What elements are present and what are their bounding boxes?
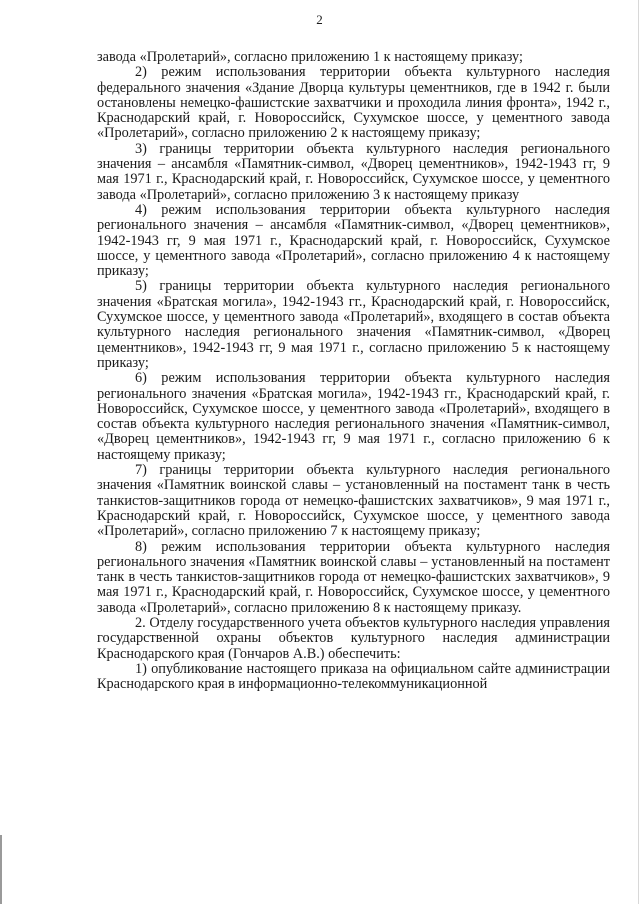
paragraph-item-6: 6) режим использования территории объекта культурного наследия регионального значения «Братская могила», 1942-1943 гг., Краснодарский край, г. Новороссийск, Сухумское шоссе, у цементного завода «Пролетарий», входящего в состав объекта культурного наследия регионального значения «Памятник-символ, «Дворец цементников», 1942-1943 гг, 9 мая 1971 г., согласно приложению 6 к настоящему приказу; [97,370,610,463]
page-number: 2 [316,12,323,27]
scan-edge-left [0,835,2,904]
paragraph-item-2: 2) режим использования территории объекта культурного наследия федерального значения «Здание Дворца культуры цементников, где в 1942 г. были остановлены немецко-фашистские захватчики и проходила линия фронта», 1942 г., Краснодарский край, г. Новороссийск, Сухумское шоссе, у цементного завода «Пролетарий», согласно приложению 2 к настоящему приказу; [97,64,610,142]
paragraph-item-3: 3) границы территории объекта культурного наследия регионального значения – ансамбля «Памятник-символ, «Дворец цементников», 1942-1943 гг, 9 мая 1971 г., Краснодарский край, г. Новороссийск, Сухумское шоссе, у цементного завода «Пролетарий», согласно приложению 3 к настоящему приказу [97,140,610,203]
paragraph-subitem-1: 1) опубликование настоящего приказа на официальном сайте администрации Краснодарского края в информационно-телекоммуникационной [97,660,610,693]
paragraph-item-8: 8) режим использования территории объекта культурного наследия регионального значения «Памятник воинской славы – установленный на постамент танк в честь танкистов-защитников города от немецко-фашистских захватчиков», 9 мая 1971 г., Краснодарский край, г. Новороссийск, Сухумское шоссе, у цементного завода «Пролетарий», согласно приложению 8 к настоящему приказу. [97,538,610,616]
paragraph-continued: завода «Пролетарий», согласно приложению 1 к настоящему приказу; [97,49,523,65]
paragraph-item-4: 4) режим использования территории объекта культурного наследия регионального значения – ансамбля «Памятник-символ, «Дворец цементников», 1942-1943 гг, 9 мая 1971 г., Краснодарский край, г. Новороссийск, Сухумское шоссе, у цементного завода «Пролетарий», согласно приложению 4 к настоящему приказу; [97,201,610,280]
document-body [97,50,610,692]
paragraph-item-7: 7) границы территории объекта культурного наследия регионального значения «Памятник воинской славы – установленный на постамент танк в честь танкистов-защитников города от немецко-фашистских захватчиков», 9 мая 1971 г., Краснодарский край, г. Новороссийск, Сухумское шоссе, у цементного завода «Пролетарий», согласно приложению 7 к настоящему приказу; [97,462,610,540]
paragraph-item-5: 5) границы территории объекта культурного наследия регионального значения «Братская могила», 1942-1943 гг., Краснодарский край, г. Новороссийск, Сухумское шоссе, у цементного завода «Пролетарий», входящего в состав объекта культурного наследия регионального значения «Памятник-символ, «Дворец цементников», 1942-1943 гг, 9 мая 1971 г., согласно приложению 5 к настоящему приказу; [97,278,610,371]
paragraph-section-2: 2. Отделу государственного учета объектов культурного наследия управления государственной охраны объектов культурного наследия администрации Краснодарского края (Гончаров А.В.) обеспечить: [97,614,610,662]
